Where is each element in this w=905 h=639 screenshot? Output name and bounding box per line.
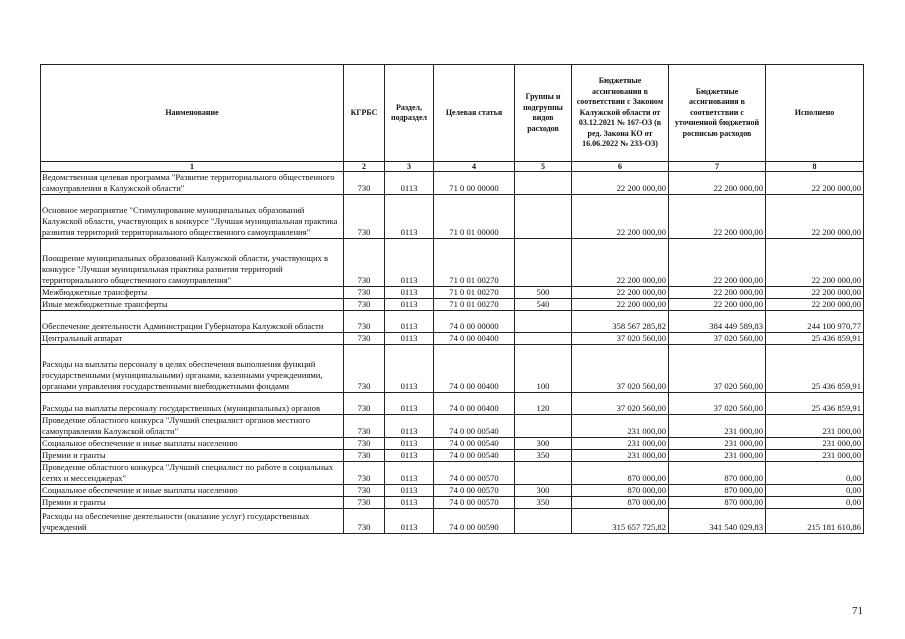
row-budget-law-cell: 231 000,00 [572, 450, 669, 462]
row-target-cell: 74 0 00 00540 [434, 415, 515, 438]
row-section-cell: 0113 [385, 287, 434, 299]
row-budget-list-cell: 870 000,00 [669, 485, 766, 497]
table-row [41, 497, 864, 509]
table-row [41, 485, 864, 497]
row-budget-law-cell: 37 020 560,00 [572, 333, 669, 345]
row-budget-list-cell: 870 000,00 [669, 497, 766, 509]
row-group-cell: 500 [515, 287, 572, 299]
table-row [41, 509, 864, 534]
row-executed-cell: 22 200 000,00 [766, 172, 864, 195]
row-name-cell: Социальное обеспечение и иные выплаты населению [41, 485, 344, 497]
table-row [41, 462, 864, 485]
column-number: 5 [515, 162, 572, 172]
row-name-cell: Расходы на выплаты персоналу в целях обеспечения выполнения функций государственными (муниципальными) органами, казенными учреждениями, органами управления государственными внебюджетными фондами [41, 345, 344, 393]
table-row [41, 172, 864, 195]
row-budget-law-cell: 231 000,00 [572, 415, 669, 438]
row-kgrbs-cell: 730 [344, 311, 385, 333]
row-group-cell: 300 [515, 485, 572, 497]
row-section-cell: 0113 [385, 393, 434, 415]
table-row [41, 287, 864, 299]
row-group-cell [515, 415, 572, 438]
row-name-cell: Проведение областного конкурса "Лучший специалист по работе в социальных сетях и мессенджерах" [41, 462, 344, 485]
row-target-cell: 74 0 00 00590 [434, 509, 515, 534]
row-name-cell: Иные межбюджетные трансферты [41, 299, 344, 311]
row-section-cell: 0113 [385, 485, 434, 497]
row-kgrbs-cell: 730 [344, 333, 385, 345]
row-budget-list-cell: 341 540 029,83 [669, 509, 766, 534]
budget-table-container [40, 64, 863, 534]
row-executed-cell: 25 436 859,91 [766, 333, 864, 345]
table-row [41, 438, 864, 450]
row-name-cell: Поощрение муниципальных образований Калужской области, участвующих в конкурсе "Лучшая муниципальная практика развития территорий территориального общественного самоуправления" [41, 239, 344, 287]
row-target-cell: 71 0 01 00270 [434, 239, 515, 287]
row-budget-list-cell: 22 200 000,00 [669, 195, 766, 239]
row-name-cell: Премии и гранты [41, 497, 344, 509]
table-row [41, 450, 864, 462]
row-target-cell: 74 0 00 00570 [434, 485, 515, 497]
header-kgrbs: КГРБС [344, 65, 385, 162]
row-kgrbs-cell: 730 [344, 345, 385, 393]
row-budget-law-cell: 22 200 000,00 [572, 239, 669, 287]
column-number: 2 [344, 162, 385, 172]
row-budget-law-cell: 37 020 560,00 [572, 393, 669, 415]
row-kgrbs-cell: 730 [344, 497, 385, 509]
row-group-cell: 350 [515, 497, 572, 509]
row-budget-law-cell: 22 200 000,00 [572, 195, 669, 239]
row-section-cell: 0113 [385, 345, 434, 393]
header-section: Раздел, подраздел [385, 65, 434, 162]
row-section-cell: 0113 [385, 462, 434, 485]
row-budget-list-cell: 37 020 560,00 [669, 393, 766, 415]
row-section-cell: 0113 [385, 299, 434, 311]
row-section-cell: 0113 [385, 438, 434, 450]
header-executed: Исполнено [766, 65, 864, 162]
row-target-cell: 74 0 00 00540 [434, 438, 515, 450]
row-budget-list-cell: 22 200 000,00 [669, 172, 766, 195]
table-row [41, 415, 864, 438]
row-executed-cell: 231 000,00 [766, 415, 864, 438]
row-group-cell: 540 [515, 299, 572, 311]
row-name-cell: Премии и гранты [41, 450, 344, 462]
row-name-cell: Межбюджетные трансферты [41, 287, 344, 299]
table-row [41, 333, 864, 345]
row-target-cell: 74 0 00 00400 [434, 393, 515, 415]
row-section-cell: 0113 [385, 415, 434, 438]
header-budget-law: Бюджетные ассигнования в соответствии с Законом Калужской области от 03.12.2021 № 167-ОЗ (в ред. Закона КО от 16.06.2022 № 233-ОЗ) [572, 65, 669, 162]
row-executed-cell: 22 200 000,00 [766, 195, 864, 239]
row-name-cell: Расходы на обеспечение деятельности (оказание услуг) государственных учреждений [41, 509, 344, 534]
row-name-cell: Социальное обеспечение и иные выплаты населению [41, 438, 344, 450]
row-budget-law-cell: 358 567 285,82 [572, 311, 669, 333]
row-executed-cell: 25 436 859,91 [766, 393, 864, 415]
row-section-cell: 0113 [385, 172, 434, 195]
row-target-cell: 71 0 01 00000 [434, 195, 515, 239]
row-target-cell: 71 0 00 00000 [434, 172, 515, 195]
row-executed-cell: 231 000,00 [766, 438, 864, 450]
row-budget-list-cell: 231 000,00 [669, 450, 766, 462]
table-row [41, 239, 864, 287]
row-target-cell: 74 0 00 00570 [434, 462, 515, 485]
row-executed-cell: 25 436 859,91 [766, 345, 864, 393]
row-group-cell [515, 509, 572, 534]
row-target-cell: 74 0 00 00000 [434, 311, 515, 333]
row-section-cell: 0113 [385, 333, 434, 345]
row-section-cell: 0113 [385, 195, 434, 239]
row-budget-list-cell: 231 000,00 [669, 415, 766, 438]
row-budget-law-cell: 22 200 000,00 [572, 287, 669, 299]
row-budget-law-cell: 870 000,00 [572, 462, 669, 485]
row-budget-law-cell: 22 200 000,00 [572, 299, 669, 311]
row-group-cell: 350 [515, 450, 572, 462]
row-name-cell: Ведомственная целевая программа "Развитие территориального общественного самоуправления в Калужской области" [41, 172, 344, 195]
row-kgrbs-cell: 730 [344, 287, 385, 299]
row-name-cell: Основное мероприятие "Стимулирование муниципальных образований Калужской области, участвующих в конкурсе "Лучшая муниципальная практика развития территорий территориального общественного самоуправления" [41, 195, 344, 239]
row-budget-list-cell: 384 449 589,83 [669, 311, 766, 333]
row-name-cell: Проведение областного конкурса "Лучший специалист органов местного самоуправления Калужской области" [41, 415, 344, 438]
row-group-cell [515, 195, 572, 239]
row-group-cell: 120 [515, 393, 572, 415]
row-target-cell: 71 0 01 00270 [434, 299, 515, 311]
row-section-cell: 0113 [385, 497, 434, 509]
column-number: 8 [766, 162, 864, 172]
page-number: 71 [852, 605, 863, 617]
column-number: 6 [572, 162, 669, 172]
row-executed-cell: 231 000,00 [766, 450, 864, 462]
row-executed-cell: 0,00 [766, 485, 864, 497]
row-section-cell: 0113 [385, 450, 434, 462]
row-target-cell: 74 0 00 00570 [434, 497, 515, 509]
row-budget-law-cell: 870 000,00 [572, 497, 669, 509]
row-group-cell: 100 [515, 345, 572, 393]
row-name-cell: Обеспечение деятельности Администрации Губернатора Калужской области [41, 311, 344, 333]
row-executed-cell: 22 200 000,00 [766, 239, 864, 287]
column-number: 7 [669, 162, 766, 172]
header-budget-list: Бюджетные ассигнования в соответствии с уточненной бюджетной росписью расходов [669, 65, 766, 162]
row-budget-list-cell: 37 020 560,00 [669, 345, 766, 393]
row-group-cell [515, 239, 572, 287]
row-executed-cell: 215 181 610,86 [766, 509, 864, 534]
row-budget-list-cell: 22 200 000,00 [669, 299, 766, 311]
row-budget-law-cell: 37 020 560,00 [572, 345, 669, 393]
row-executed-cell: 0,00 [766, 497, 864, 509]
row-section-cell: 0113 [385, 239, 434, 287]
row-kgrbs-cell: 730 [344, 393, 385, 415]
row-budget-law-cell: 870 000,00 [572, 485, 669, 497]
row-budget-list-cell: 37 020 560,00 [669, 333, 766, 345]
table-row [41, 195, 864, 239]
header-row [41, 65, 864, 162]
budget-table [40, 64, 864, 534]
row-group-cell: 300 [515, 438, 572, 450]
row-budget-law-cell: 231 000,00 [572, 438, 669, 450]
row-target-cell: 74 0 00 00400 [434, 333, 515, 345]
row-kgrbs-cell: 730 [344, 450, 385, 462]
row-kgrbs-cell: 730 [344, 195, 385, 239]
row-group-cell [515, 333, 572, 345]
row-executed-cell: 0,00 [766, 462, 864, 485]
column-number-row [41, 162, 864, 172]
row-kgrbs-cell: 730 [344, 172, 385, 195]
row-executed-cell: 22 200 000,00 [766, 299, 864, 311]
row-group-cell [515, 172, 572, 195]
row-section-cell: 0113 [385, 509, 434, 534]
row-target-cell: 71 0 01 00270 [434, 287, 515, 299]
column-number: 1 [41, 162, 344, 172]
row-name-cell: Расходы на выплаты персоналу государственных (муниципальных) органов [41, 393, 344, 415]
row-budget-law-cell: 22 200 000,00 [572, 172, 669, 195]
header-group: Группы и подгруппы видов расходов [515, 65, 572, 162]
row-executed-cell: 244 100 970,77 [766, 311, 864, 333]
row-target-cell: 74 0 00 00540 [434, 450, 515, 462]
row-kgrbs-cell: 730 [344, 299, 385, 311]
row-budget-list-cell: 22 200 000,00 [669, 287, 766, 299]
row-kgrbs-cell: 730 [344, 485, 385, 497]
row-kgrbs-cell: 730 [344, 438, 385, 450]
table-row [41, 393, 864, 415]
header-name: Наименование [41, 65, 344, 162]
row-section-cell: 0113 [385, 311, 434, 333]
row-target-cell: 74 0 00 00400 [434, 345, 515, 393]
row-group-cell [515, 462, 572, 485]
row-kgrbs-cell: 730 [344, 462, 385, 485]
row-budget-list-cell: 231 000,00 [669, 438, 766, 450]
row-name-cell: Центральный аппарат [41, 333, 344, 345]
row-kgrbs-cell: 730 [344, 415, 385, 438]
row-budget-list-cell: 22 200 000,00 [669, 239, 766, 287]
table-row [41, 311, 864, 333]
table-body [41, 172, 864, 534]
header-target: Целевая статья [434, 65, 515, 162]
row-group-cell [515, 311, 572, 333]
column-number: 3 [385, 162, 434, 172]
column-number: 4 [434, 162, 515, 172]
row-budget-law-cell: 315 657 725,82 [572, 509, 669, 534]
row-kgrbs-cell: 730 [344, 239, 385, 287]
row-kgrbs-cell: 730 [344, 509, 385, 534]
table-row [41, 345, 864, 393]
row-executed-cell: 22 200 000,00 [766, 287, 864, 299]
table-row [41, 299, 864, 311]
row-budget-list-cell: 870 000,00 [669, 462, 766, 485]
